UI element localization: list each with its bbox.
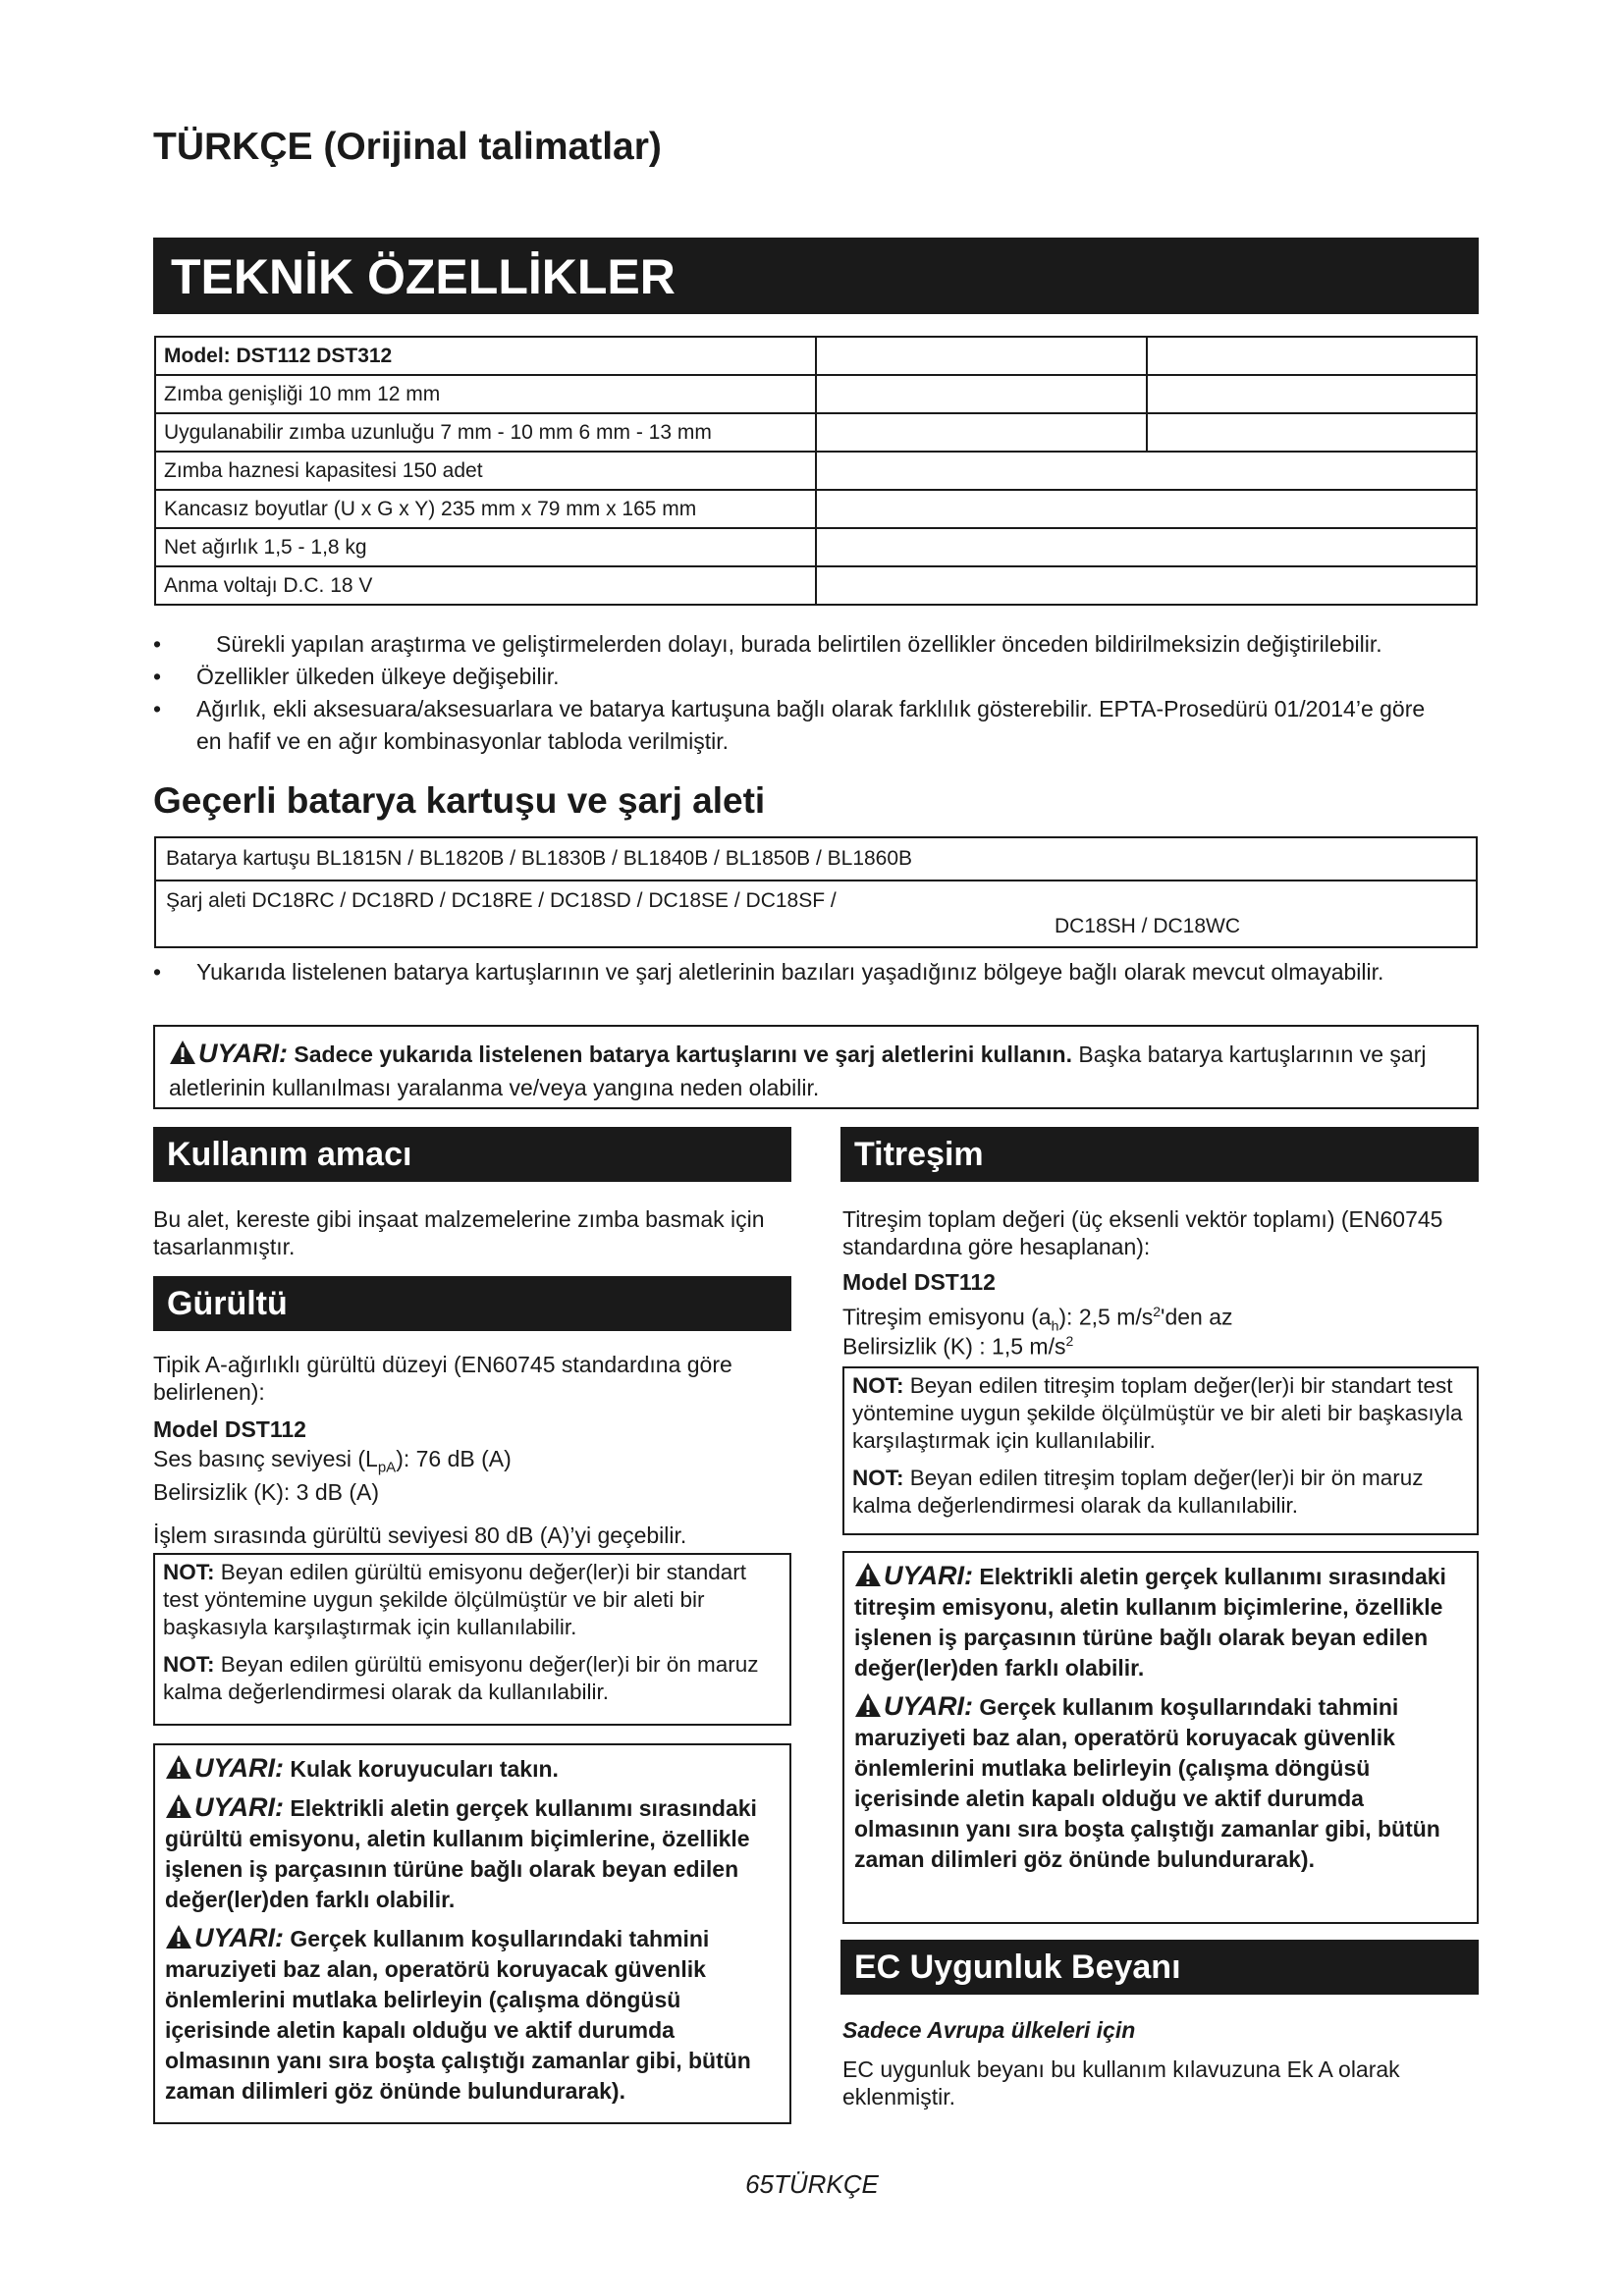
intended-use-text: Bu alet, kereste gibi inşaat malzemelerine zımba basmak için tasarlanmıştır. xyxy=(153,1206,765,1259)
list-item: • Sürekli yapılan araştırma ve geliştirmelerden dolayı, burada belirtilen özellikler önceden bildirilmeksizin değiştirilebilir. xyxy=(153,631,1382,657)
intended-use-title: Kullanım amacı xyxy=(153,1127,791,1182)
noise-notes: NOT: Beyan edilen gürültü emisyonu değer(ler)i bir standart test yöntemine uygun şekilde ölçülmüştür ve bir aleti bir başkasıyla karşılaştırmak için kullanılabilir. NOT: Beyan edilen gürültü emisyonu değer(ler)i bir ön maruz kalma değerlendirmesi olarak da kullanılabilir. xyxy=(153,1553,791,1726)
warning-triangle-icon xyxy=(854,1692,882,1718)
battery-note xyxy=(153,956,1489,988)
table-row xyxy=(155,881,1477,947)
ec-title: EC Uygunluk Beyanı xyxy=(840,1940,1479,1995)
warning-triangle-icon xyxy=(165,1924,192,1949)
vibration-model: Model DST112 xyxy=(842,1269,996,1295)
noise-pressure: Ses basınç seviyesi $(L_{pA})$: 76 dB (A) xyxy=(153,1446,512,1476)
table-row xyxy=(155,837,1477,881)
warning-triangle-icon xyxy=(169,1040,196,1065)
battery-table xyxy=(154,836,1478,948)
battery-heading: Geçerli batarya kartuşu ve şarj aleti xyxy=(153,780,766,821)
list-item: • Ağırlık, ekli aksesuara/aksesuarlara ve batarya kartuşuna bağlı olarak farklılık gösterebilir. EPTA-Prosedürü 01/2014’e göre en hafif ve en ağır kombinasyonlar tabloda verilmiştir. xyxy=(153,696,1426,754)
spec-staple-length: Uygulanabilir zımba uzunluğu 7 mm - 10 mm 6 mm - 13 mm xyxy=(155,413,816,452)
list-item: • Özellikler ülkeden ülkeye değişebilir. xyxy=(153,664,560,689)
vibration-title: Titreşim xyxy=(840,1127,1479,1182)
noise-intro: Tipik A-ağırlıklı gürültü düzeyi (EN60745 standardına göre belirlenen): xyxy=(153,1352,732,1405)
list-item: • Yukarıda listelenen batarya kartuşlarının ve şarj aletlerinin bazıları yaşadığınız bölgeye bağlı olarak mevcut olmayabilir. xyxy=(153,959,1384,985)
spec-dimensions: Kancasız boyutlar (U x G x Y) 235 mm x 79 mm x 165 mm xyxy=(155,490,816,528)
specs-table xyxy=(154,336,1478,606)
page-number: 65TÜRKÇE xyxy=(745,2169,879,2199)
table-row xyxy=(155,375,1477,413)
warning-triangle-icon xyxy=(165,1793,192,1819)
specs-notes xyxy=(153,628,1489,758)
language-title: TÜRKÇE (Orijinal talimatlar) xyxy=(153,126,662,168)
table-row xyxy=(155,337,1477,375)
battery-warning: UYARI: Sadece yukarıda listelenen batarya kartuşlarını ve şarj aletlerini kullanın. Başka batarya kartuşlarının ve şarj aletlerinin kullanılması yaralanma ve/veya yangına neden olabilir. xyxy=(153,1025,1479,1109)
ec-subtitle: Sadece Avrupa ülkeleri için xyxy=(842,2017,1136,2043)
table-row xyxy=(155,452,1477,490)
battery-cartridges: Batarya kartuşu BL1815N / BL1820B / BL1830B / BL1840B / BL1850B / BL1860B xyxy=(155,837,1477,881)
ec-text: EC uygunluk beyanı bu kullanım kılavuzuna Ek A olarak eklenmiştir. xyxy=(842,2056,1400,2109)
noise-exceed: İşlem sırasında gürültü seviyesi 80 dB (A)’yi geçebilir. xyxy=(153,1522,687,1548)
vibration-warnings: UYARI: Elektrikli aletin gerçek kullanımı sırasındaki titreşim emisyonu, aletin kullanım biçimlerine, özellikle işlenen iş parçasının türüne bağlı olarak beyan edilen değer(ler)den farklı olabilir. UYARI: Gerçek kullanım koşullarındaki tahmini maruziyeti baz alan, operatörü koruyacak güvenlik önlemlerini mutlaka belirleyin (çalışma döngüsü içerisinde aletin kapalı olduğu ve aktif durumda olmasının yanı sıra boşta çalıştığı zamanlar gibi, bütün zaman dilimleri göz önünde bulundurarak). xyxy=(842,1551,1479,1924)
chargers-line-1: Şarj aleti DC18RC / DC18RD / DC18RE / DC18SD / DC18SE / DC18SF / xyxy=(166,889,837,912)
table-row xyxy=(155,566,1477,605)
chargers-line-2: DC18SH / DC18WC xyxy=(1054,915,1240,937)
noise-title: Gürültü xyxy=(153,1276,791,1331)
vibration-notes: NOT: Beyan edilen titreşim toplam değer(ler)i bir standart test yöntemine uygun şekilde ölçülmüştür ve bir aleti bir başkasıyla karşılaştırmak için kullanılabilir. NOT: Beyan edilen titreşim toplam değer(ler)i bir ön maruz kalma değerlendirmesi olarak da kullanılabilir. xyxy=(842,1366,1479,1535)
vibration-intro: Titreşim toplam değeri (üç eksenli vektör toplamı) (EN60745 standardına göre hesaplanan): xyxy=(842,1206,1443,1259)
warning-triangle-icon xyxy=(854,1562,882,1587)
vibration-emission: Titreşim emisyonu $(a_h)$: 2,5 $m/s^2'den$ az xyxy=(842,1304,1233,1334)
noise-uncertainty: Belirsizlik (K): 3 dB (A) xyxy=(153,1479,380,1505)
table-row xyxy=(155,528,1477,566)
spec-rated-voltage: Anma voltajı D.C. 18 V xyxy=(155,566,816,605)
warning-triangle-icon xyxy=(165,1754,192,1780)
noise-model: Model DST112 xyxy=(153,1416,306,1442)
spec-net-weight: Net ağırlık 1,5 - 1,8 kg xyxy=(155,528,816,566)
table-row xyxy=(155,490,1477,528)
spec-staple-width: Zımba genişliği 10 mm 12 mm xyxy=(155,375,816,413)
vibration-uncertainty: Belirsizlik (K) : 1,5 $m/s^2$ xyxy=(842,1333,1074,1360)
table-row xyxy=(155,413,1477,452)
noise-warnings: UYARI: Kulak koruyucuları takın. UYARI: Elektrikli aletin gerçek kullanımı sırasındaki gürültü emisyonu, aletin kullanım biçimlerine, özellikle işlenen iş parçasının türüne bağlı olarak beyan edilen değer(ler)den farklı olabilir. UYARI: Gerçek kullanım koşullarındaki tahmini maruziyeti baz alan, operatörü koruyacak güvenlik önlemlerini mutlaka belirleyin (çalışma döngüsü içerisinde aletin kapalı olduğu ve aktif durumda olmasının yanı sıra boşta çalıştığı zamanlar gibi, bütün zaman dilimleri göz önünde bulundurarak). xyxy=(153,1743,791,2124)
spec-magazine-capacity: Zımba haznesi kapasitesi 150 adet xyxy=(155,452,816,490)
spec-model: Model: DST112 DST312 xyxy=(155,337,816,375)
specs-section-title: TEKNİK ÖZELLİKLER xyxy=(153,238,1479,314)
